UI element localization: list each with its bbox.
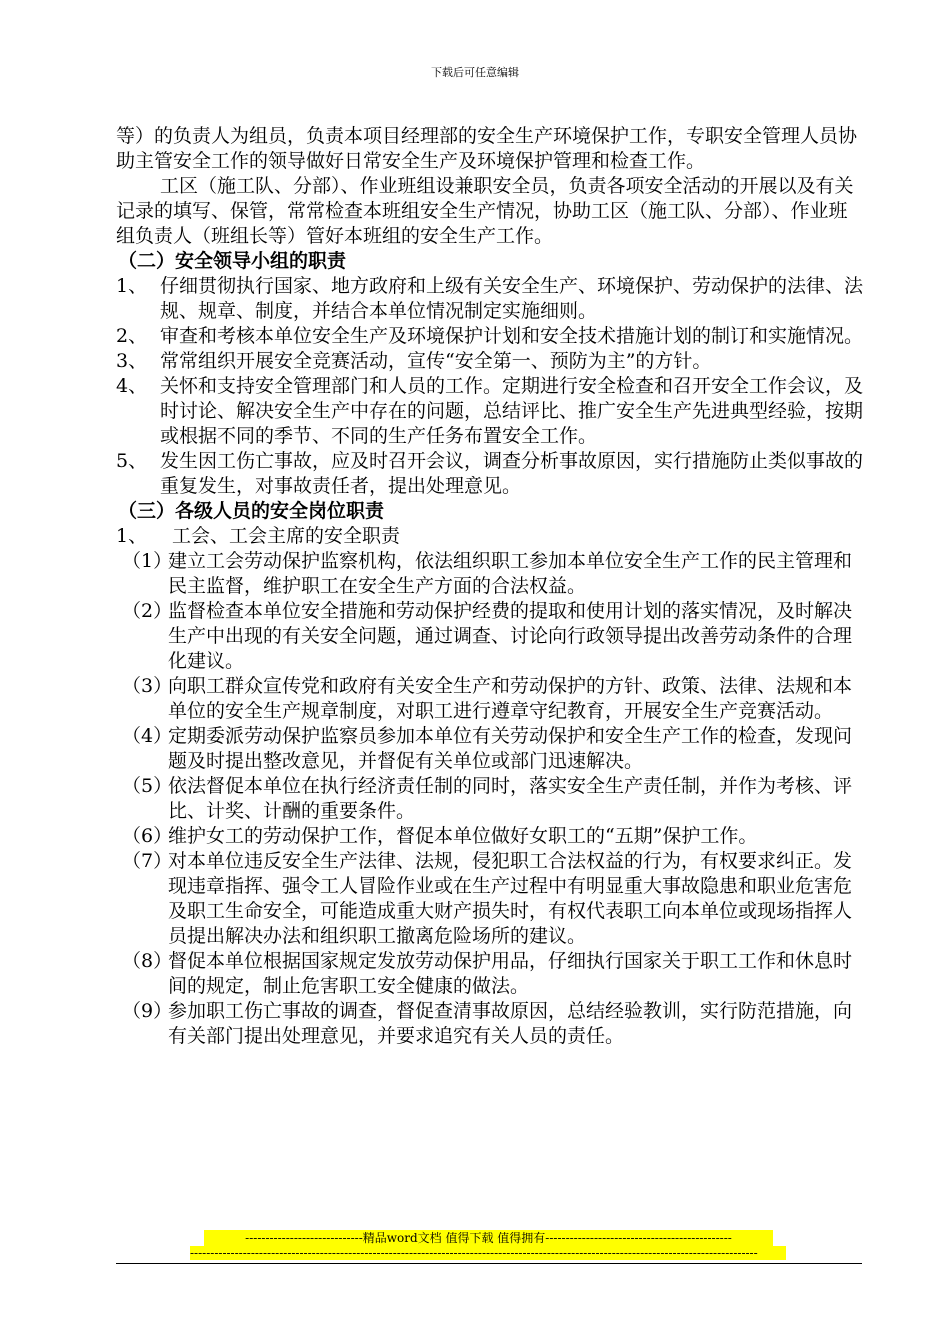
- item-number: （3）: [122, 675, 173, 697]
- item-text: 审查和考核本单位安全生产及环境保护计划和安全技术措施计划的制订和实施情况。: [160, 325, 864, 347]
- subheading-title: 工会、工会主席的安全职责: [172, 525, 401, 547]
- section-3-item: [116, 724, 866, 774]
- item-text: 维护女工的劳动保护工作，督促本单位做好女职工的“五期”保护工作。: [168, 825, 758, 847]
- section-3-item: [116, 674, 866, 724]
- section-2-item: [116, 449, 866, 499]
- item-text: 参加职工伤亡事故的调查，督促查清事故原因，总结经验教训，实行防范措施，向有关部门提出处理意见，并要求追究有关人员的责任。: [168, 1000, 853, 1047]
- item-number: （9）: [122, 1000, 173, 1022]
- footer-banner: -----------------------------精品word文档 值得下载 值得拥有----------------------------------------------: [204, 1230, 773, 1246]
- item-number: 5、: [116, 450, 148, 472]
- section-3-item: [116, 949, 866, 999]
- paragraph-2: 工区（施工队、分部）、作业班组设兼职安全员，负责各项安全活动的开展以及有关记录的填写、保管，常常检查本班组安全生产情况，协助工区（施工队、分部）、作业班组负责人（班组长等）管好本班组的安全生产工作。: [116, 175, 854, 247]
- item-text: 依法督促本单位在执行经济责任制的同时，落实安全生产责任制，并作为考核、评比、计奖、计酬的重要条件。: [168, 775, 853, 822]
- footer-rule: [116, 1263, 862, 1264]
- item-text: 仔细贯彻执行国家、地方政府和上级有关安全生产、环境保护、劳动保护的法律、法规、规章、制度，并结合本单位情况制定实施细则。: [160, 275, 864, 322]
- section-3-item: [116, 774, 866, 824]
- section-3-subheading: [116, 524, 866, 549]
- section-2-item: [116, 324, 866, 349]
- item-number: 4、: [116, 375, 148, 397]
- item-number: （2）: [122, 600, 173, 622]
- item-number: 1、: [116, 275, 148, 297]
- item-text: 发生因工伤亡事故，应及时召开会议，调查分析事故原因，实行措施防止类似事故的重复发生，对事故责任者，提出处理意见。: [160, 450, 864, 497]
- item-text: 监督检查本单位安全措施和劳动保护经费的提取和使用计划的落实情况，及时解决生产中出现的有关安全问题，通过调查、讨论向行政领导提出改善劳动条件的合理化建议。: [168, 600, 853, 672]
- item-number: （1）: [122, 550, 173, 572]
- section-3-item: [116, 599, 866, 674]
- section-2-item: [116, 374, 866, 449]
- section-2-item: [116, 349, 866, 374]
- item-number: （7）: [122, 850, 173, 872]
- item-text: 关怀和支持安全管理部门和人员的工作。定期进行安全检查和召开安全工作会议，及时讨论、解决安全生产中存在的问题，总结评比、推广安全生产先进典型经验，按期或根据不同的季节、不同的生产任务布置安全工作。: [160, 375, 864, 447]
- item-text: 定期委派劳动保护监察员参加本单位有关劳动保护和安全生产工作的检查，发现问题及时提出整改意见，并督促有关单位或部门迅速解决。: [168, 725, 853, 772]
- item-text: 督促本单位根据国家规定发放劳动保护用品，仔细执行国家关于职工工作和休息时间的规定，制止危害职工安全健康的做法。: [168, 950, 853, 997]
- section-3-item: [116, 999, 866, 1049]
- item-text: 常常组织开展安全竞赛活动，宣传“安全第一、预防为主”的方针。: [160, 350, 712, 372]
- footer-dash-line: --------------------------------------------------------------------------------------------------------------------------------------------: [190, 1246, 786, 1260]
- item-text: 向职工群众宣传党和政府有关安全生产和劳动保护的方针、政策、法律、法规和本单位的安全生产规章制度，对职工进行遵章守纪教育，开展安全生产竞赛活动。: [168, 675, 853, 722]
- section-3-item: [116, 824, 866, 849]
- subheading-number: 1、: [116, 525, 148, 547]
- section-2-heading: （二）安全领导小组的职责: [118, 250, 347, 272]
- item-number: 2、: [116, 325, 148, 347]
- section-3-item: [116, 549, 866, 599]
- item-number: （8）: [122, 950, 173, 972]
- paragraph-1: 等）的负责人为组员，负责本项目经理部的安全生产环境保护工作，专职安全管理人员协助主管安全工作的领导做好日常安全生产及环境保护管理和检查工作。: [116, 125, 858, 172]
- page-header: 下载后可任意编辑: [431, 66, 519, 79]
- section-3-item: [116, 849, 866, 949]
- item-number: 3、: [116, 350, 148, 372]
- item-number: （6）: [122, 825, 173, 847]
- item-text: 建立工会劳动保护监察机构，依法组织职工参加本单位安全生产工作的民主管理和民主监督，维护职工在安全生产方面的合法权益。: [168, 550, 853, 597]
- item-number: （5）: [122, 775, 173, 797]
- section-2-item: [116, 274, 866, 324]
- item-number: （4）: [122, 725, 173, 747]
- section-3-heading: （三）各级人员的安全岗位职责: [118, 500, 385, 522]
- item-text: 对本单位违反安全生产法律、法规，侵犯职工合法权益的行为，有权要求纠正。发现违章指挥、强令工人冒险作业或在生产过程中有明显重大事故隐患和职业危害危及职工生命安全，可能造成重大财产损失时，有权代表职工向本单位或现场指挥人员提出解决办法和组织职工撤离危险场所的建议。: [168, 850, 853, 947]
- document-body: [116, 124, 866, 1049]
